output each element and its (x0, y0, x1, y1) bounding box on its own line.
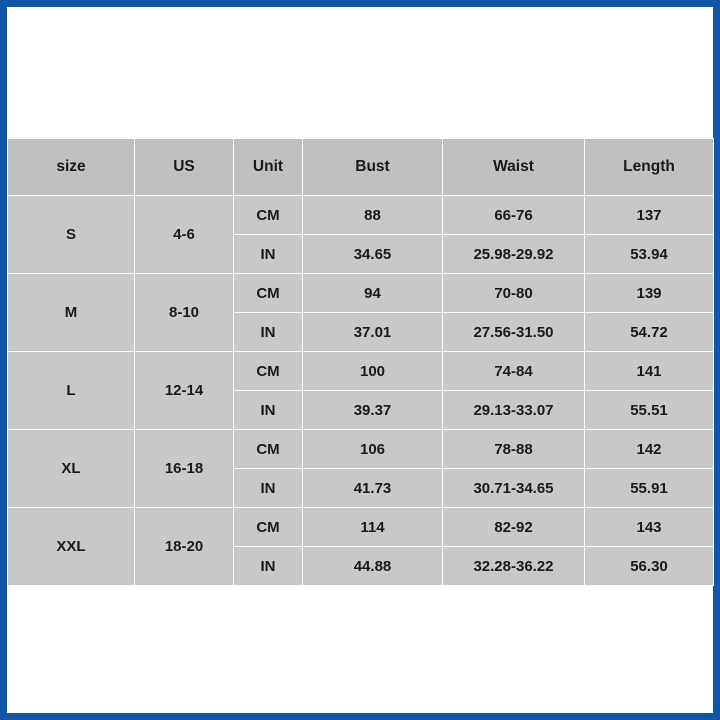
bust-in: 41.73 (303, 469, 443, 508)
table-row (8, 196, 714, 235)
size-label: L (8, 352, 135, 430)
size-label: XL (8, 430, 135, 508)
bust-in: 44.88 (303, 547, 443, 586)
table-body (8, 196, 714, 586)
column-header-bust: Bust (303, 139, 443, 196)
bust-cm: 94 (303, 274, 443, 313)
column-header-size: size (8, 139, 135, 196)
size-label: S (8, 196, 135, 274)
bust-cm: 88 (303, 196, 443, 235)
unit-in: IN (234, 313, 303, 352)
bust-cm: 106 (303, 430, 443, 469)
bust-cm: 114 (303, 508, 443, 547)
column-header-us: US (135, 139, 234, 196)
waist-cm: 66-76 (443, 196, 585, 235)
us-size: 12-14 (135, 352, 234, 430)
waist-in: 25.98-29.92 (443, 235, 585, 274)
waist-cm: 74-84 (443, 352, 585, 391)
table-row (8, 352, 714, 391)
length-in: 55.51 (585, 391, 714, 430)
us-size: 16-18 (135, 430, 234, 508)
unit-cm: CM (234, 352, 303, 391)
waist-cm: 82-92 (443, 508, 585, 547)
size-label: XXL (8, 508, 135, 586)
bust-in: 34.65 (303, 235, 443, 274)
length-in: 53.94 (585, 235, 714, 274)
table-header-row (8, 139, 714, 196)
column-header-waist: Waist (443, 139, 585, 196)
size-chart-table (7, 138, 714, 586)
unit-cm: CM (234, 196, 303, 235)
us-size: 18-20 (135, 508, 234, 586)
size-label: M (8, 274, 135, 352)
unit-in: IN (234, 235, 303, 274)
waist-cm: 70-80 (443, 274, 585, 313)
waist-in: 32.28-36.22 (443, 547, 585, 586)
unit-in: IN (234, 547, 303, 586)
table-row (8, 274, 714, 313)
table-header (8, 139, 714, 196)
length-cm: 142 (585, 430, 714, 469)
column-header-length: Length (585, 139, 714, 196)
us-size: 4-6 (135, 196, 234, 274)
table-row (8, 508, 714, 547)
table-row (8, 430, 714, 469)
length-in: 55.91 (585, 469, 714, 508)
waist-in: 30.71-34.65 (443, 469, 585, 508)
bust-in: 39.37 (303, 391, 443, 430)
us-size: 8-10 (135, 274, 234, 352)
unit-cm: CM (234, 508, 303, 547)
unit-in: IN (234, 469, 303, 508)
column-header-unit: Unit (234, 139, 303, 196)
bust-cm: 100 (303, 352, 443, 391)
waist-in: 27.56-31.50 (443, 313, 585, 352)
unit-in: IN (234, 391, 303, 430)
waist-in: 29.13-33.07 (443, 391, 585, 430)
length-in: 56.30 (585, 547, 714, 586)
length-cm: 139 (585, 274, 714, 313)
bust-in: 37.01 (303, 313, 443, 352)
length-in: 54.72 (585, 313, 714, 352)
unit-cm: CM (234, 274, 303, 313)
waist-cm: 78-88 (443, 430, 585, 469)
size-chart-container (7, 138, 713, 586)
length-cm: 141 (585, 352, 714, 391)
length-cm: 143 (585, 508, 714, 547)
length-cm: 137 (585, 196, 714, 235)
unit-cm: CM (234, 430, 303, 469)
